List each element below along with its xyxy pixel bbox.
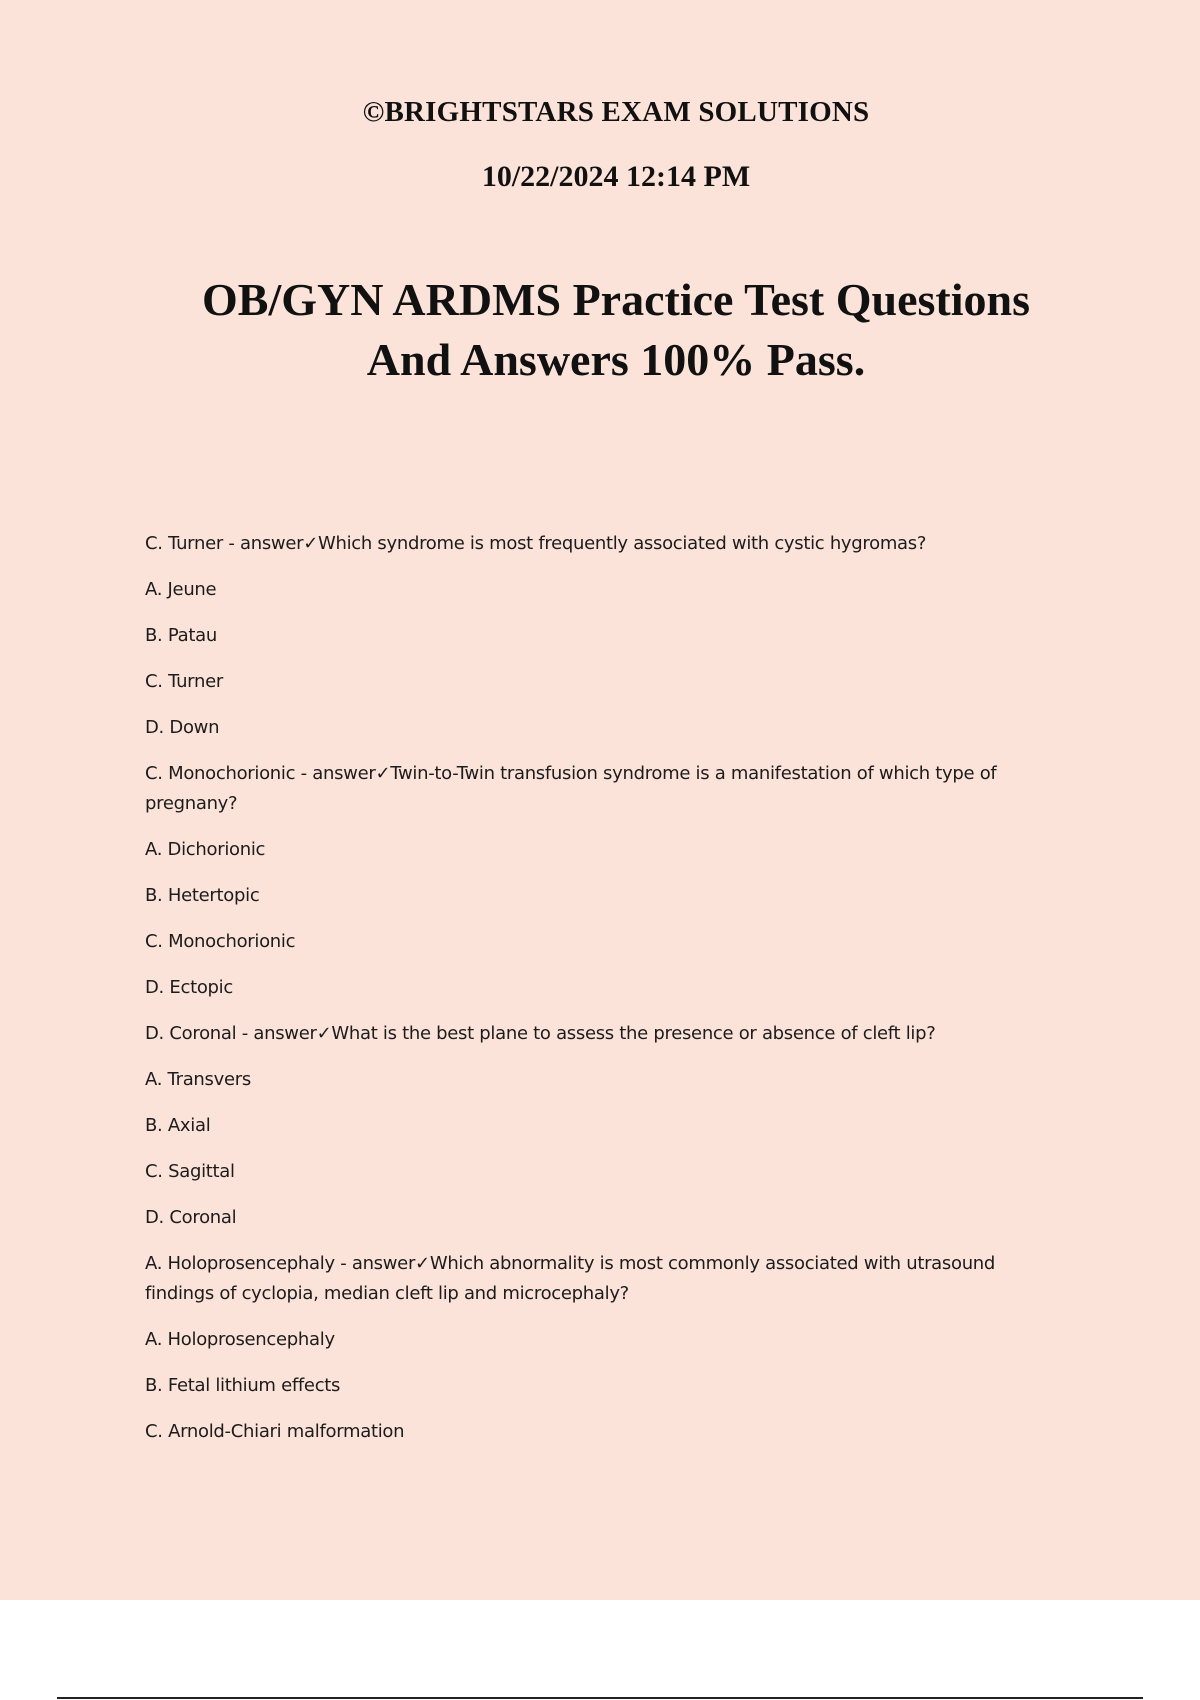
option-line: C. Turner (145, 671, 223, 692)
option-line: C. Sagittal (145, 1161, 235, 1182)
option-line: A. Dichorionic (145, 839, 266, 860)
print-datetime: 10/22/2024 12:14 PM (481, 160, 751, 193)
option-line: A. Jeune (145, 579, 217, 600)
option-line: A. Holoprosencephaly (145, 1329, 335, 1350)
option-line: D. Ectopic (145, 977, 233, 998)
footer-rule (57, 1697, 1143, 1699)
option-line: D. Down (145, 717, 220, 738)
answer-question-line: A. Holoprosencephaly - answer✓Which abnormality is most commonly associated with utrasound findings of cyclopia, median cleft lip and microcephaly? (145, 1253, 996, 1304)
option-line: B. Hetertopic (145, 885, 260, 906)
title-line-2: And Answers 100% Pass. (366, 334, 866, 385)
answer-question-line: C. Turner - answer✓Which syndrome is most frequently associated with cystic hygromas? (145, 533, 927, 554)
option-line: A. Transvers (145, 1069, 251, 1090)
option-line: B. Fetal lithium effects (145, 1375, 341, 1396)
option-line: B. Patau (145, 625, 217, 646)
document-title (150, 270, 1082, 390)
answer-question-line: C. Monochorionic - answer✓Twin-to-Twin transfusion syndrome is a manifestation of which type of pregnany? (145, 763, 997, 814)
answer-question-line: D. Coronal - answer✓What is the best plane to assess the presence or absence of cleft lip? (145, 1023, 936, 1044)
option-line: D. Coronal (145, 1207, 237, 1228)
option-line: C. Arnold-Chiari malformation (145, 1421, 405, 1442)
title-line-1: OB/GYN ARDMS Practice Test Questions (202, 274, 1030, 325)
question-answer-list (145, 529, 1065, 1463)
option-line: B. Axial (145, 1115, 211, 1136)
option-line: C. Monochorionic (145, 931, 296, 952)
organization-header: ©BRIGHTSTARS EXAM SOLUTIONS (362, 96, 870, 128)
